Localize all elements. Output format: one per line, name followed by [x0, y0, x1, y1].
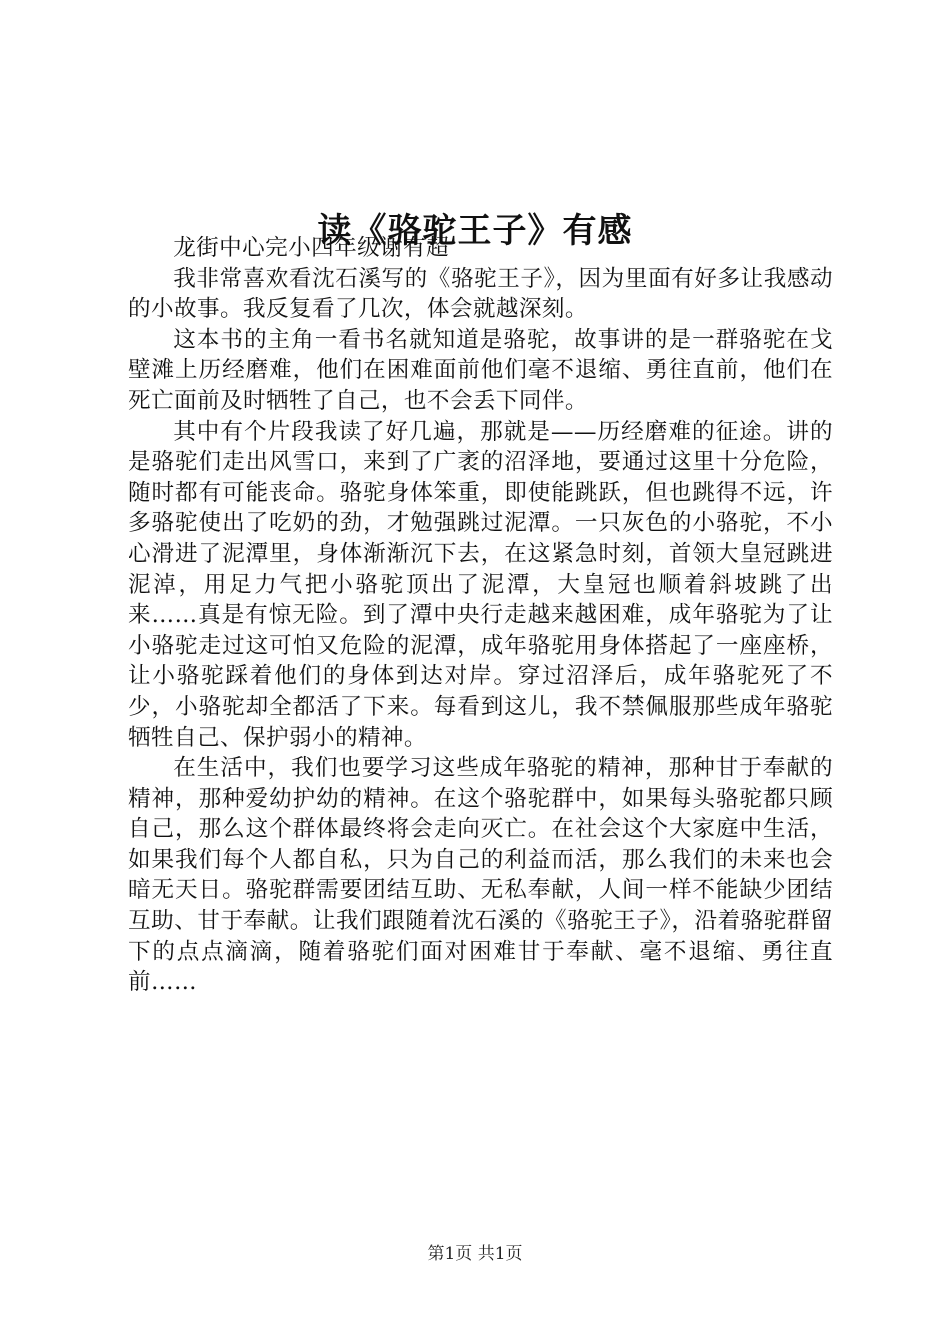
- paragraph: 我非常喜欢看沈石溪写的《骆驼王子》，因为里面有好多让我感动的小故事。我反复看了几次，体会就越深刻。: [128, 265, 833, 323]
- paragraph: 在生活中，我们也要学习这些成年骆驼的精神，那种甘于奉献的精神，那种爱幼护幼的精神。在这个骆驼群中，如果每头骆驼都只顾自己，那么这个群体最终将会走向灭亡。在社会这个大家庭中生活，如果我们每个人都自私，只为自己的利益而活，那么我们的未来也会暗无天日。骆驼群需要团结互助、无私奉献，人间一样不能缺少团结互助、甘于奉献。让我们跟随着沈石溪的《骆驼王子》，沿着骆驼群留下的点点滴滴，随着骆驼们面对困难甘于奉献、毫不退缩、勇往直前……: [128, 755, 833, 996]
- document-title: 读《骆驼王子》有感: [317, 210, 633, 251]
- author-line: 龙街中心完小四年级谢有超: [173, 235, 450, 261]
- page-footer: 第1页 共1页: [427, 1244, 523, 1264]
- paragraph: 这本书的主角一看书名就知道是骆驼，故事讲的是一群骆驼在戈壁滩上历经磨难，他们在困难面前他们毫不退缩、勇往直前，他们在死亡面前及时牺牲了自己，也不会丢下同伴。: [128, 326, 833, 414]
- document-body: [128, 233, 833, 998]
- paragraph: 其中有个片段我读了好几遍，那就是——历经磨难的征途。讲的是骆驼们走出风雪口，来到了广袤的沼泽地，要通过这里十分危险，随时都有可能丧命。骆驼身体笨重，即使能跳跃，但也跳得不远，许多骆驼使出了吃奶的劲，才勉强跳过泥潭。一只灰色的小骆驼，不小心滑进了泥潭里，身体渐渐沉下去，在这紧急时刻，首领大皇冠跳进泥淖，用足力气把小骆驼顶出了泥潭，大皇冠也顺着斜坡跳了出来……真是有惊无险。到了潭中央行走越来越困难，成年骆驼为了让小骆驼走过这可怕又危险的泥潭，成年骆驼用身体搭起了一座座桥，让小骆驼踩着他们的身体到达对岸。穿过沼泽后，成年骆驼死了不少，小骆驼却全都活了下来。每看到这儿，我不禁佩服那些成年骆驼牺牲自己、保护弱小的精神。: [128, 418, 833, 751]
